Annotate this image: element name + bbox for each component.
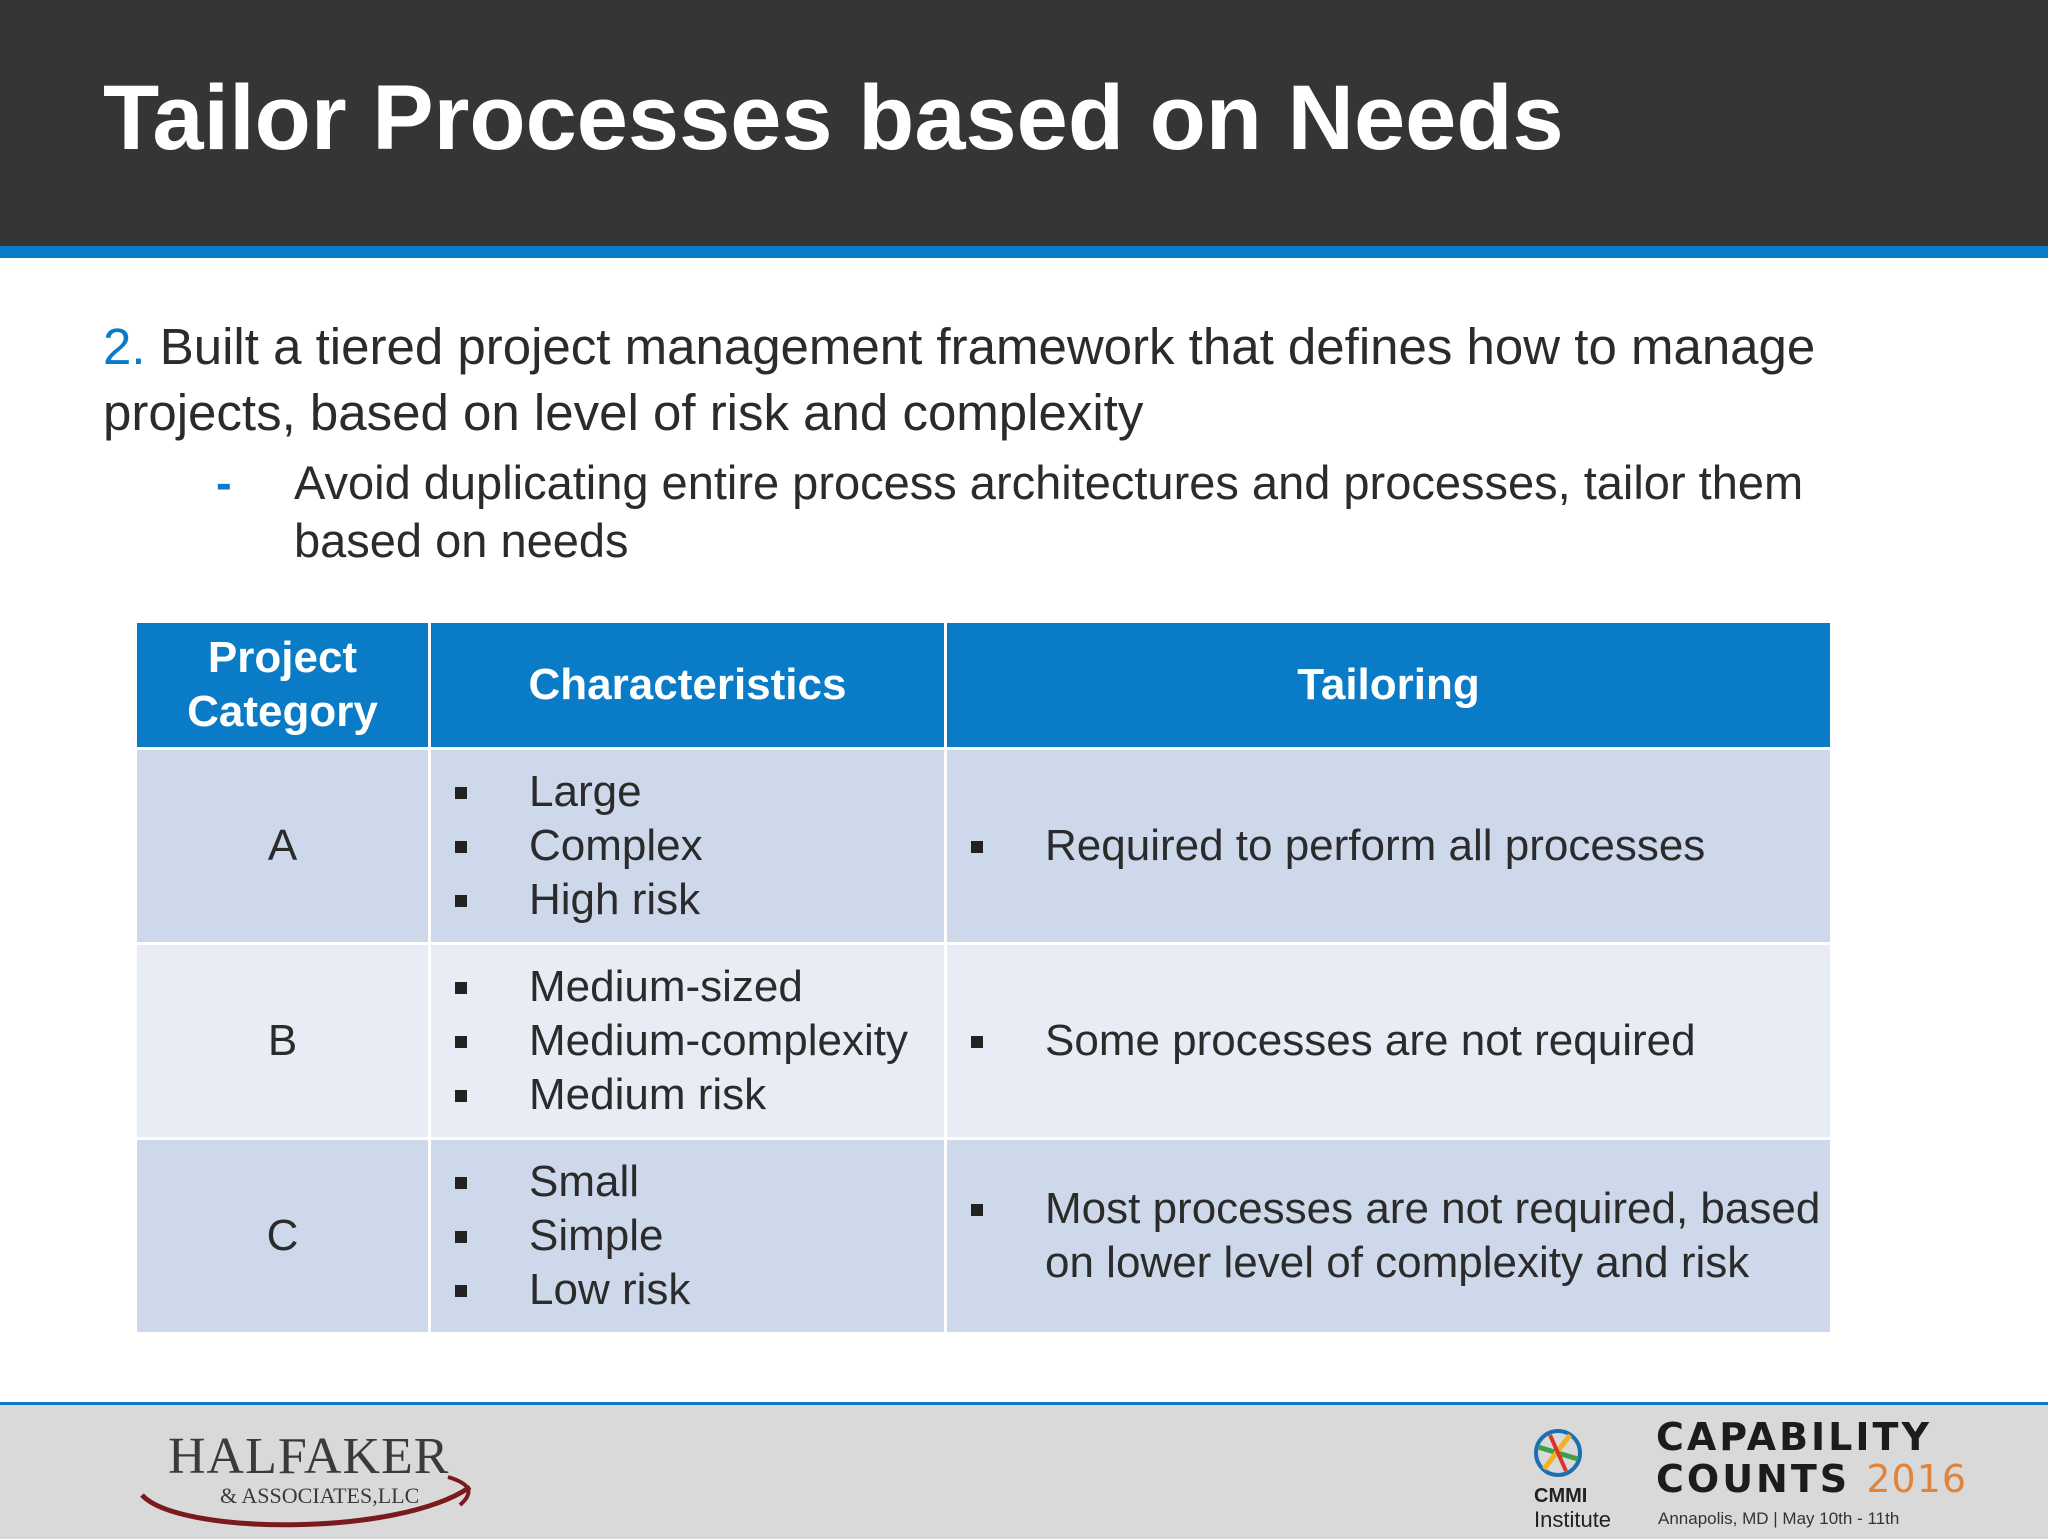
globe-icon — [1530, 1425, 1586, 1481]
footer — [0, 1402, 2048, 1539]
tailoring-cell — [946, 749, 1832, 944]
characteristics-cell — [430, 944, 946, 1139]
capability-counts-logo — [1656, 1413, 1976, 1533]
header-tailoring: Tailoring — [946, 622, 1832, 749]
list-item: High risk — [451, 873, 944, 927]
title-divider — [0, 246, 2048, 258]
halfaker-subtitle: & ASSOCIATES,LLC — [220, 1483, 420, 1508]
square-bullet-icon — [455, 841, 467, 853]
point-text: Built a tiered project management framework that defines how to manage projects, based on level of risk and complexity — [103, 318, 1816, 441]
halfaker-logo — [138, 1425, 478, 1525]
header-project-category: Project Category — [136, 622, 430, 749]
cmmi-institute: Institute — [1534, 1507, 1612, 1532]
category-cell: B — [136, 944, 430, 1139]
cmmi-text: CMMI — [1534, 1485, 1588, 1507]
halfaker-name: HALFAKER — [168, 1428, 450, 1485]
list-item: Required to perform all processes — [967, 819, 1830, 873]
characteristics-cell — [430, 749, 946, 944]
main-point — [103, 314, 1983, 446]
characteristics-cell — [430, 1139, 946, 1334]
dash-marker: - — [216, 456, 232, 509]
tailoring-table — [134, 620, 1833, 1335]
list-item: Some processes are not required — [967, 1014, 1830, 1068]
event-line2: COUNTS 2016 — [1656, 1457, 1968, 1501]
event-year: 2016 — [1866, 1457, 1968, 1501]
list-item: Complex — [451, 819, 944, 873]
list-item: Low risk — [451, 1263, 944, 1317]
category-cell: C — [136, 1139, 430, 1334]
list-item: Medium-complexity — [451, 1014, 944, 1068]
square-bullet-icon — [455, 895, 467, 907]
square-bullet-icon — [455, 1036, 467, 1048]
cmmi-logo — [1528, 1425, 1638, 1535]
list-item: Most processes are not required, based on lower level of complexity and risk — [967, 1182, 1830, 1290]
header-characteristics: Characteristics — [430, 622, 946, 749]
table-row — [136, 749, 1832, 944]
tailoring-cell — [946, 1139, 1832, 1334]
table-row — [136, 1139, 1832, 1334]
list-item: Large — [451, 765, 944, 819]
square-bullet-icon — [455, 787, 467, 799]
square-bullet-icon — [455, 1285, 467, 1297]
square-bullet-icon — [455, 1231, 467, 1243]
tailoring-cell — [946, 944, 1832, 1139]
sub-point-text: Avoid duplicating entire process architectures and processes, tailor them based on needs — [294, 456, 1804, 567]
square-bullet-icon — [455, 982, 467, 994]
slide-title: Tailor Processes based on Needs — [103, 67, 1564, 169]
square-bullet-icon — [971, 1204, 983, 1216]
table-header-row — [136, 622, 1832, 749]
event-line1: CAPABILITY — [1656, 1415, 1932, 1459]
list-item: Medium-sized — [451, 960, 944, 1014]
list-item: Small — [451, 1155, 944, 1209]
square-bullet-icon — [971, 1036, 983, 1048]
category-cell: A — [136, 749, 430, 944]
table-row — [136, 944, 1832, 1139]
event-details: Annapolis, MD | May 10th - 11th — [1658, 1509, 1900, 1528]
point-number: 2. — [103, 318, 146, 375]
square-bullet-icon — [455, 1177, 467, 1189]
square-bullet-icon — [455, 1090, 467, 1102]
list-item: Medium risk — [451, 1068, 944, 1122]
title-bar — [0, 0, 2048, 246]
list-item: Simple — [451, 1209, 944, 1263]
square-bullet-icon — [971, 841, 983, 853]
